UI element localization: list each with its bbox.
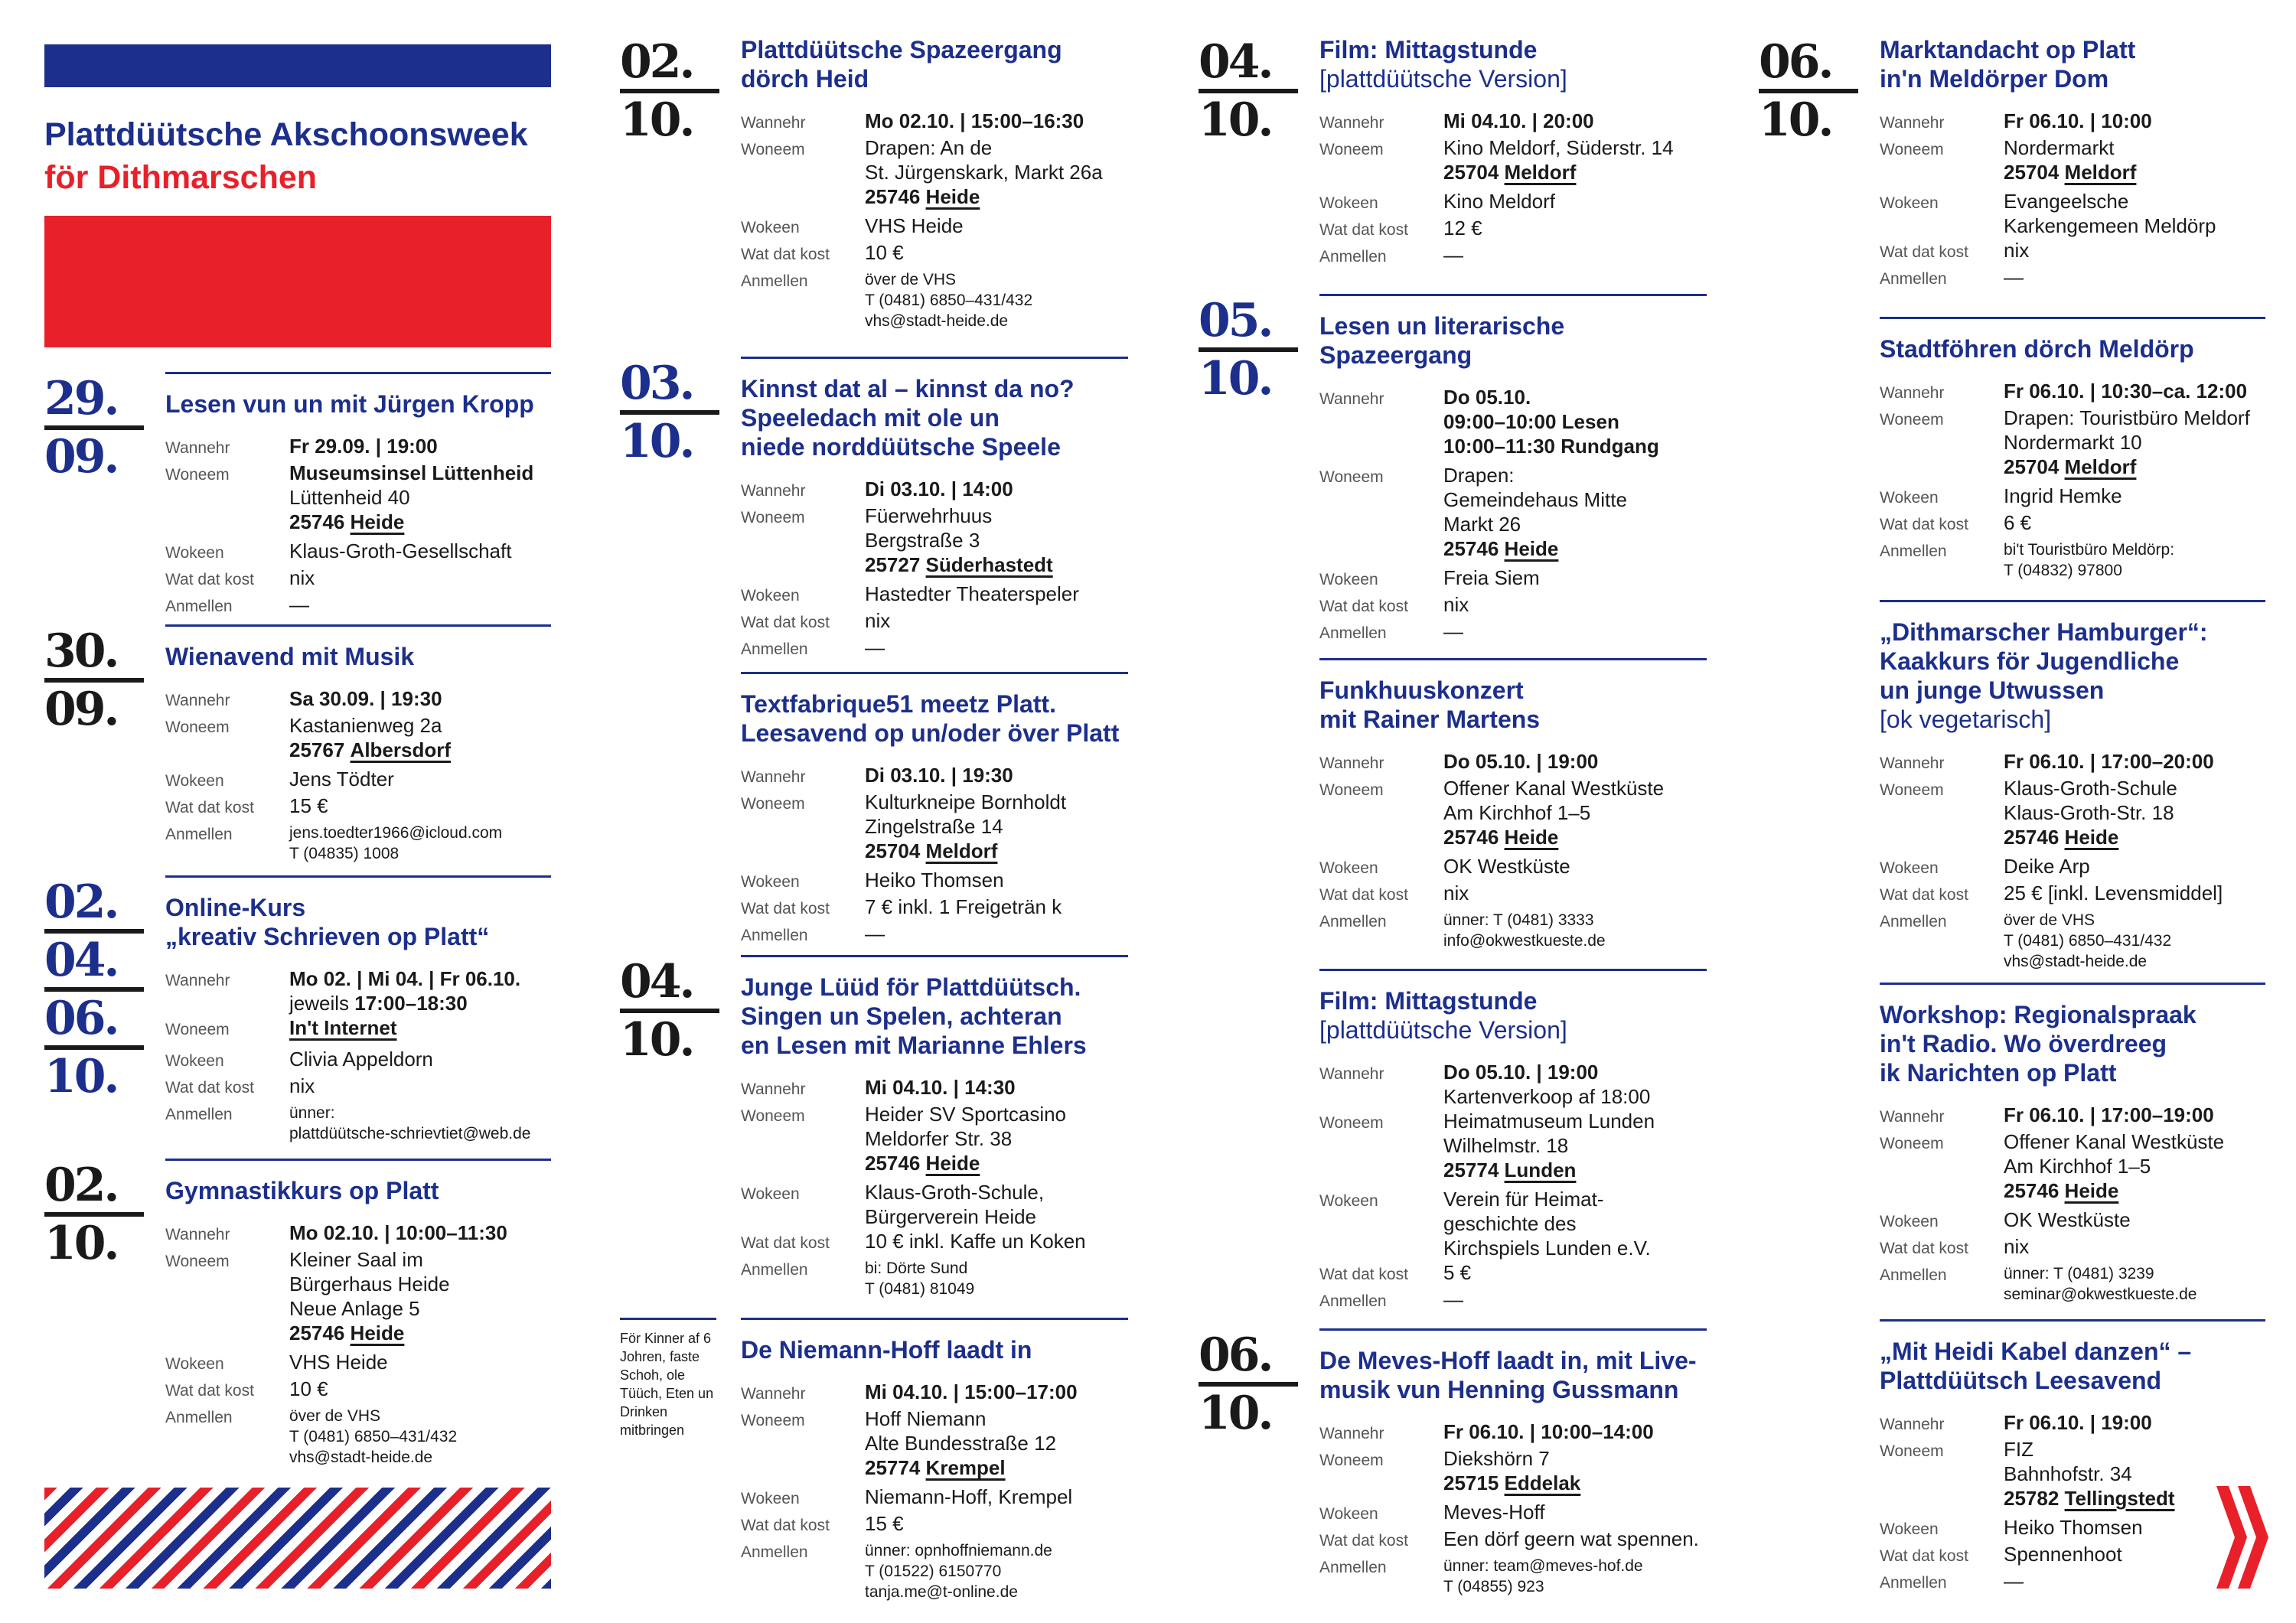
event-card: Textfabrique51 meetz Platt. Leesavend op un/oder över Platt Wannehr Di 03.10. | 19:30 Woneem Kulturkneipe Bornholdt Zingelstraße 14 25704 Meldorf Wokeen Heiko Thomsen Wat dat kost 7 € inkl. 1 Freigeträn k Anmellen — <box>620 672 1128 948</box>
event-title: Stadtföhren dörch Meldörp <box>1880 335 2194 363</box>
event-title: Plattdüütsche Spazeergang dörch Heid <box>741 36 1062 93</box>
event-title: Funkhuuskonzert mit Rainer Martens <box>1319 676 1541 733</box>
event-title: Lesen un literarische Spazeergang <box>1319 312 1565 369</box>
event-date: 06. 10. <box>1759 35 1858 147</box>
event-title: Textfabrique51 meetz Platt. Leesavend op un/oder över Platt <box>741 690 1120 747</box>
event-card: Funkhuuskonzert mit Rainer Martens Wannehr Do 05.10. | 19:00 Woneem Offener Kanal Westküste Am Kirchhof 1–5 25746 Heide Wokeen OK Westküste Wat dat kost nix Anmellen ünner: T (0481) 3333 info@okwestkueste.de <box>1199 658 1707 951</box>
event-card: De Niemann-Hoff laadt in Wannehr Mi 04.10. | 15:00–17:00 Woneem Hoff Niemann Alte Bundesstraße 12 25774 Krempel Wokeen Niemann-Hoff, Krempel Wat dat kost 15 € Anmellen ünner: opnhoffniemann.de T (01522) 6150770 tanja.me@t-online.de <box>620 1318 1128 1602</box>
event-card: 06. 10. De Meves-Hoff laadt in, mit Live- musik vun Henning Gussmann Wannehr Fr 06.10. | 10:00–14:00 Woneem Diekshörn 7 25715 Eddelak Wokeen Meves-Hoff Wat dat kost Een dörf geern wat spennen. Anmellen ünner: team@meves-hof.de T (04855) 923 <box>1199 1328 1707 1597</box>
event-card: 03. 10. Kinnst dat al – kinnst da no? Speeledach mit ole un niede norddüütsche Speele Wannehr Di 03.10. | 14:00 Woneem Füerwehrhuus Bergstraße 3 25727 Süderhastedt Wokeen Hastedter Theaterspeler Wat dat kost nix Anmellen — <box>620 357 1128 662</box>
event-card: Workshop: Regionalspraak in't Radio. Wo överdreeg ik Narichten op Platt Wannehr Fr 06.10. | 17:00–19:00 Woneem Offener Kanal Westküste Am Kirchhof 1–5 25746 Heide Wokeen OK Westküste Wat dat kost nix Anmellen ünner: T (0481) 3239 seminar@okwestkueste.de <box>1759 983 2265 1305</box>
event-date: 06. 10. <box>1199 1328 1298 1440</box>
event-title: Kinnst dat al – kinnst da no? Speeledach mit ole un niede norddüütsche Speele <box>741 375 1075 461</box>
event-title: Online-Kurs „kreativ Schrieven op Platt“ <box>165 894 490 950</box>
event-title: De Meves-Hoff laadt in, mit Live- musik vun Henning Gussmann <box>1319 1347 1697 1403</box>
event-card: 30. 09. Wienavend mit Musik Wannehr Sa 30.09. | 19:30 Woneem Kastanienweg 2a 25767 Albersdorf Wokeen Jens Tödter Wat dat kost 15 € Anmellen jens.toedter1966@icloud.com T (04835) 1008 <box>44 624 551 864</box>
event-date: 02. 10. <box>620 35 719 147</box>
event-title: Marktandacht op Platt in'n Meldörper Dom <box>1880 36 2136 93</box>
event-card: 04. 10. Film: Mittagstunde [plattdüütsche Version] Wannehr Mi 04.10. | 20:00 Woneem Kino Meldorf, Süderstr. 14 25704 Meldorf Wokeen Kino Meldorf Wat dat kost 12 € Anmellen — <box>1199 35 1707 269</box>
event-title: Lesen vun un mit Jürgen Kropp <box>165 390 534 418</box>
event-title: Wienavend mit Musik <box>165 643 415 670</box>
page-title: Plattdüütsche Akschoonsweek <box>44 116 528 153</box>
event-date: 02. 04. 06. 10. <box>44 875 144 1103</box>
event-card: 02. 04. 06. 10. Online-Kurs „kreativ Schrieven op Platt“ Wannehr Mo 02. | Mi 04. | Fr 06.10. jeweils 17:00–18:30 Woneem In't Internet Wokeen Clivia Appeldorn Wat dat kost nix Anmellen ünner: plattdüütsche-schrievtiet@web.de <box>44 875 551 1144</box>
event-card: 29. 09. Lesen vun un mit Jürgen Kropp Wannehr Fr 29.09. | 19:00 Woneem Museumsinsel Lüttenheid Lüttenheid 40 25746 Heide Wokeen Klaus-Groth-Gesellschaft Wat dat kost nix Anmellen — <box>44 372 551 619</box>
event-card: 05. 10. Lesen un literarische Spazeergang Wannehr Do 05.10. 09:00–10:00 Lesen 10:00–11:30 Rundgang Woneem Drapen: Gemeindehaus Mitte Markt 26 25746 Heide Wokeen Freia Siem Wat dat kost nix Anmellen — <box>1199 294 1707 646</box>
event-date: 29. 09. <box>44 372 144 484</box>
event-title: Junge Lüüd för Plattdüütsch. Singen un Spelen, achteran en Lesen mit Marianne Ehlers <box>741 973 1087 1059</box>
event-card: Stadtföhren dörch Meldörp Wannehr Fr 06.10. | 10:30–ca. 12:00 Woneem Drapen: Touristbüro Meldorf Nordermarkt 10 25704 Meldorf Wokeen Ingrid Hemke Wat dat kost 6 € Anmellen bi't Touristbüro Meldörp: T (04832) 97800 <box>1759 317 2265 581</box>
page-subtitle: för Dithmarschen <box>44 159 318 196</box>
diagonal-stripes <box>44 1488 551 1589</box>
event-title: „Dithmarscher Hamburger“: Kaakkurs för Jugendliche un junge Utwussen [ok vegetarisch] <box>1880 618 2208 733</box>
event-card: „Mit Heidi Kabel danzen“ – Plattdüütsch Leesavend Wannehr Fr 06.10. | 19:00 Woneem FIZ Bahnhofstr. 34 25782 Tellingstedt Wokeen Heiko Thomsen Wat dat kost Spennenhoot Anmellen — <box>1759 1319 2265 1595</box>
event-date: 05. 10. <box>1199 294 1298 406</box>
event-title: Gymnastikkurs op Platt <box>165 1177 439 1204</box>
event-card: 02. 10. Plattdüütsche Spazeergang dörch Heid Wannehr Mo 02.10. | 15:00–16:30 Woneem Drapen: An de St. Jürgenskark, Markt 26a 25746 Heide Wokeen VHS Heide Wat dat kost 10 € Anmellen över de VHS T (0481) 6850–431/432 vhs@stadt-heide.de <box>620 35 1128 331</box>
blue-top-bar <box>44 44 551 87</box>
event-title: Film: Mittagstunde [plattdüütsche Version] <box>1319 36 1567 93</box>
event-card: 02. 10. Gymnastikkurs op Platt Wannehr Mo 02.10. | 10:00–11:30 Woneem Kleiner Saal im Bürgerhaus Heide Neue Anlage 5 25746 Heide Wokeen VHS Heide Wat dat kost 10 € Anmellen över de VHS T (0481) 6850–431/432 vhs@stadt-heide.de <box>44 1159 551 1468</box>
kids-note: För Kinner af 6 Johren, faste Schoh, ole Tüüch, Eten un Drinken mitbringen <box>620 1318 716 1439</box>
red-block <box>44 216 551 347</box>
event-title: „Mit Heidi Kabel danzen“ – Plattdüütsch Leesavend <box>1880 1338 2192 1394</box>
event-title: Workshop: Regionalspraak in't Radio. Wo överdreeg ik Narichten op Platt <box>1880 1001 2197 1087</box>
event-date: 03. 10. <box>620 357 719 468</box>
double-chevron-right-icon <box>2216 1486 2270 1589</box>
event-card: Film: Mittagstunde [plattdüütsche Version] Wannehr Do 05.10. | 19:00 Kartenverkoop af 18:00 Woneem Heimatmuseum Lunden Wilhelmstr. 18 25774 Lunden Wokeen Verein für Heimat- geschichte des Kirchspiels Lunden e.V. Wat dat kost 5 € Anmellen — <box>1199 969 1707 1314</box>
event-date: 30. 09. <box>44 624 144 736</box>
event-card: „Dithmarscher Hamburger“: Kaakkurs för Jugendliche un junge Utwussen [ok vegetarisch] Wannehr Fr 06.10. | 17:00–20:00 Woneem Klaus-Groth-Schule Klaus-Groth-Str. 18 25746 Heide Wokeen Deike Arp Wat dat kost 25 € [inkl. Levensmiddel] Anmellen över de VHS T (0481) 6850–431/432 vhs@stadt-heide.de <box>1759 600 2265 972</box>
event-title: Film: Mittagstunde [plattdüütsche Version] <box>1319 987 1567 1044</box>
event-date: 02. 10. <box>44 1159 144 1270</box>
event-card: 06. 10. Marktandacht op Platt in'n Meldörper Dom Wannehr Fr 06.10. | 10:00 Woneem Nordermarkt 25704 Meldorf Wokeen Evangeelsche Karkengemeen Meldörp Wat dat kost nix Anmellen — <box>1759 35 2265 292</box>
event-date: 04. 10. <box>1199 35 1298 147</box>
event-title: De Niemann-Hoff laadt in <box>741 1336 1032 1364</box>
event-card: 04. 10. Junge Lüüd för Plattdüütsch. Singen un Spelen, achteran en Lesen mit Marianne Ehlers Wannehr Mi 04.10. | 14:30 Woneem Heider SV Sportcasino Meldorfer Str. 38 25746 Heide Wokeen Klaus-Groth-Schule, Bürgerverein Heide Wat dat kost 10 € inkl. Kaffe un Koken Anmellen bi: Dörte Sund T (0481) 81049 <box>620 955 1128 1299</box>
event-date: 04. 10. <box>620 955 719 1067</box>
